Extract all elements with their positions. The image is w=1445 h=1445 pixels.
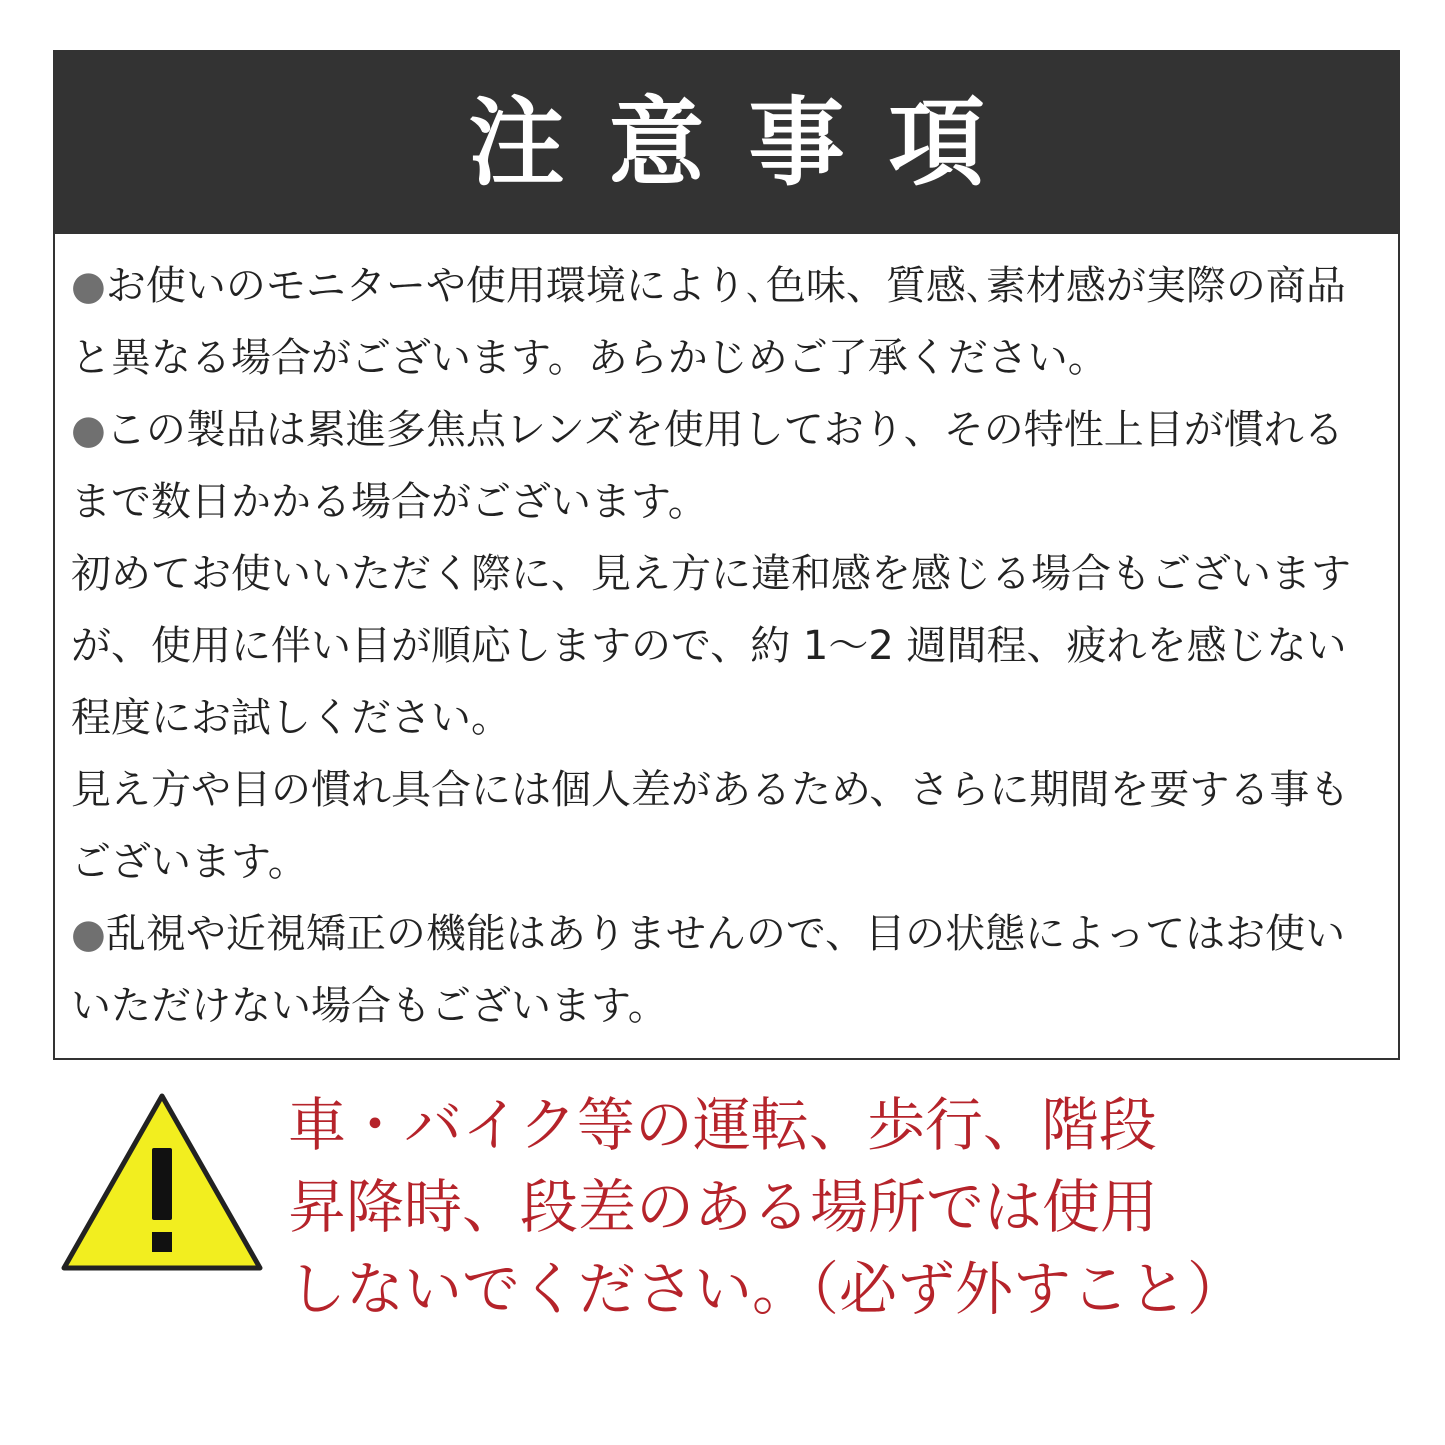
note-text: 初めてお使いいただく際に、見え方に違和感を感じる場合もございますが、使用に伴い目が順応しますので、約 1〜2 週間程、疲れを感じない程度にお試しください。 bbox=[71, 551, 1351, 741]
note-item bbox=[71, 898, 1381, 1042]
bullet-icon: ● bbox=[71, 407, 106, 453]
note-item bbox=[71, 250, 1381, 394]
note-item bbox=[71, 754, 1381, 898]
header-bar bbox=[55, 52, 1398, 234]
note-text: 見え方や目の慣れ具合には個人差があるため、さらに期間を要する事もございます。 bbox=[71, 767, 1350, 885]
note-text: お使いのモニターや使用環境により､色味、質感､素材感が実際の商品と異なる場合がございます。あらかじめご了承ください。 bbox=[71, 263, 1346, 381]
safety-warning bbox=[58, 1090, 1338, 1330]
warning-text bbox=[288, 1084, 1348, 1330]
notice-panel bbox=[53, 50, 1400, 1060]
notes-list bbox=[71, 250, 1381, 1042]
bullet-icon: ● bbox=[71, 263, 106, 309]
note-text: 乱視や近視矯正の機能はありませんので、目の状態によってはお使いいただけない場合もございます。 bbox=[71, 911, 1346, 1029]
bullet-icon: ● bbox=[71, 911, 106, 957]
warning-triangle-icon bbox=[58, 1090, 266, 1275]
warning-line: しないでください。（必ず外すこと） bbox=[288, 1255, 1246, 1323]
note-item bbox=[71, 394, 1381, 538]
note-item bbox=[71, 538, 1381, 754]
note-text: この製品は累進多焦点レンズを使用しており、その特性上目が慣れるまで数日かかる場合がございます。 bbox=[71, 407, 1344, 525]
page-title: 注意事項 bbox=[468, 87, 1029, 199]
warning-line: 車・バイク等の運転、歩行、階段 bbox=[288, 1091, 1157, 1159]
warning-line: 昇降時、段差のある場所では使用 bbox=[288, 1173, 1159, 1241]
